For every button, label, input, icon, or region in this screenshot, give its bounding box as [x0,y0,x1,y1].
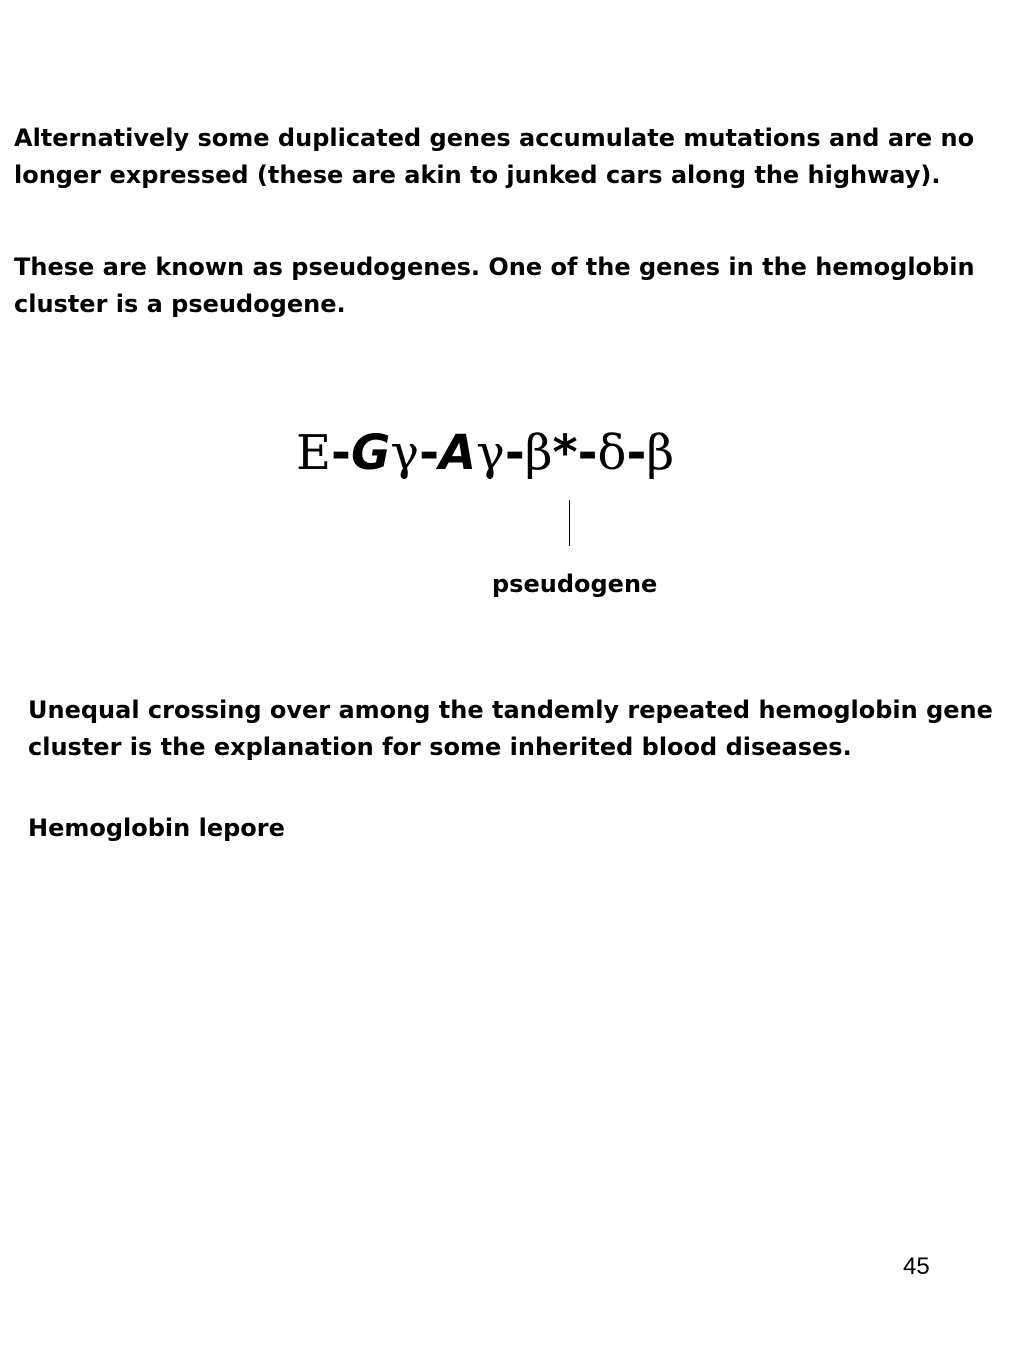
g-label: G [350,425,391,481]
paragraph-hemoglobin-lepore: Hemoglobin lepore [28,814,285,842]
page-number: 45 [903,1253,930,1280]
epsilon-symbol: Ε [296,425,332,481]
pseudogene-pointer-line [569,500,570,546]
separator: - [626,425,647,481]
pseudogene-star: * [552,425,578,481]
gamma-symbol: γ [476,425,505,481]
delta-symbol: δ [597,425,627,481]
a-label: A [438,425,477,481]
separator: - [577,425,598,481]
separator: - [419,425,439,481]
separator: - [331,425,351,481]
paragraph-duplicated-genes: Alternatively some duplicated genes accumulate mutations and are no longer expressed (these are akin to junked cars along the highway). [14,124,975,189]
separator: - [504,425,525,481]
paragraph-pseudogenes: These are known as pseudogenes. One of the genes in the hemoglobin cluster is a pseudogene. [14,253,975,318]
beta-pseudogene-symbol: β [524,425,553,481]
paragraph-unequal-crossing: Unequal crossing over among the tandemly repeated hemoglobin gene cluster is the explanation for some inherited blood diseases. [28,696,993,761]
pseudogene-label: pseudogene [492,570,658,598]
beta-symbol: β [646,425,675,481]
gamma-symbol: γ [390,425,420,481]
gene-cluster-formula [296,418,674,488]
